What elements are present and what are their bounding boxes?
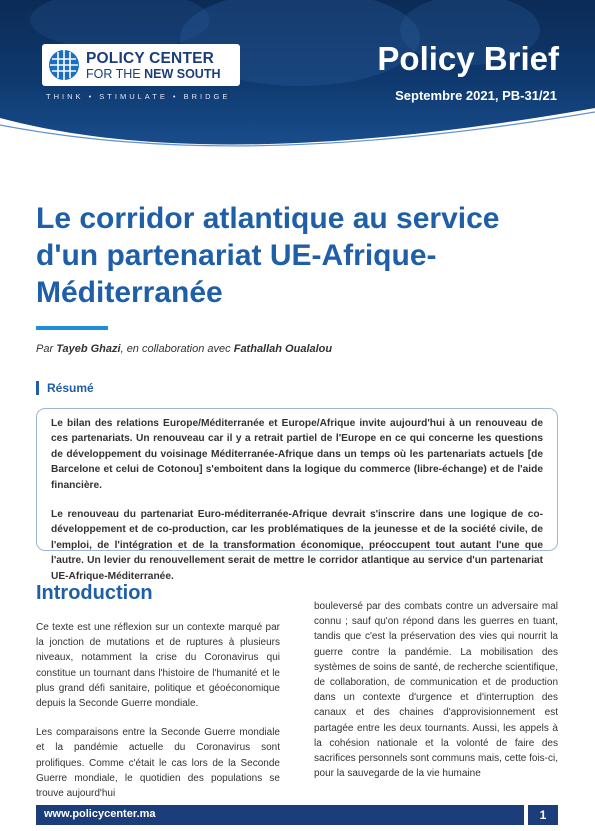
page-number: 1 (528, 805, 558, 825)
globe-logo-icon (48, 49, 80, 81)
document-title: Le corridor atlantique au service d'un partenariat UE-Afrique-Méditerranée (36, 202, 500, 309)
body-paragraph: bouleversé par des combats contre un adversaire mal connu ; sauf qu'on répond dans les guerres en tuant, tandis que c'est la préservation des vies qui nourrit la guerre contre la pandémie. La mobilisation des systèmes de soins de santé, de recherche scientifique, de collaboration, de communication et de production dans un contexte d'urgence et d'interruption des canaux et des chaines d'approvisionnement est partagée entre les deux tournants. Aussi, les appels à la cohésion nationale et la volonté de faire des sacrifices personnels sont communs mais, cette fois-ci, pour la sauvegarde de la vie humaine (314, 601, 558, 780)
logo-text-line1: POLICY CENTER (86, 50, 215, 67)
logo-text-emphasis: NEW SOUTH (144, 67, 221, 81)
page-number-box (524, 805, 558, 825)
resume-box (36, 408, 558, 582)
brief-title: Policy Brief (377, 40, 559, 77)
body-paragraph: Ce texte est une réflexion sur un contexte marqué par la jonction de mutations et de ruptures à plusieurs niveaux, notamment la crise du Coronavirus qui constitue un tournant dans l'histoire de l'humanité et le plus grand défi sanitaire, politique et géoéconomique depuis la Seconde Guerre mondiale. (36, 622, 280, 710)
resume-paragraph: Le renouveau du partenariat Euro-méditerranée-Afrique devrait s'inscrire dans une logique de co-développement et de co-production, car les problématiques de la jeunesse et de la société civile, de l'emploi, de l'intégration et de la transformation économique, préoccupent tout autant l'une que l'autre. Un levier du renouvellement serait de mettre le corridor atlantique au service d'un partenariat UE-Afrique-Méditerranée. (51, 509, 543, 582)
coauthor-name: Fathallah Oualalou (233, 343, 333, 355)
logo-text-line2 (86, 67, 221, 81)
author-name: Tayeb Ghazi (56, 343, 121, 355)
logo-text-prefix: FOR THE (86, 67, 145, 81)
authors-line (36, 343, 332, 355)
logo[interactable] (42, 44, 240, 86)
title-underline (36, 326, 108, 330)
tagline: THINK • STIMULATE • BRIDGE (46, 92, 231, 101)
authors-prefix: Par (36, 343, 57, 355)
footer-url-link[interactable]: www.policycenter.ma (44, 808, 156, 820)
authors-middle: , en collaboration avec (120, 343, 234, 355)
resume-paragraph: Le bilan des relations Europe/Méditerranée et Europe/Afrique invite aujourd'hui à un renouveau de ces partenariats. Un renouveau car il y a retrait partiel de l'Europe en ce qui concerne les questions de développement du voisinage Méditerranée-Afrique dans un temps où les partenariats actuels [de Barcelone et celui de Cotonou] s'emboitent dans la logique du commerce (libre-échange) et de l'aide financière. (51, 418, 543, 491)
resume-heading: Résumé (36, 381, 94, 395)
body-paragraph: Les comparaisons entre la Seconde Guerre mondiale et la pandémie actuelle du Coronavirus sont prolifiques. Comme c'était le cas lors de la Seconde Guerre mondiale, le quotidien des populations se trouve aujourd'hui (36, 727, 280, 800)
footer-bar (36, 805, 558, 825)
brief-date: Septembre 2021, PB-31/21 (395, 88, 557, 103)
left-column (36, 620, 280, 801)
header-banner (0, 0, 595, 152)
introduction-heading: Introduction (36, 582, 153, 604)
right-column (314, 599, 558, 781)
